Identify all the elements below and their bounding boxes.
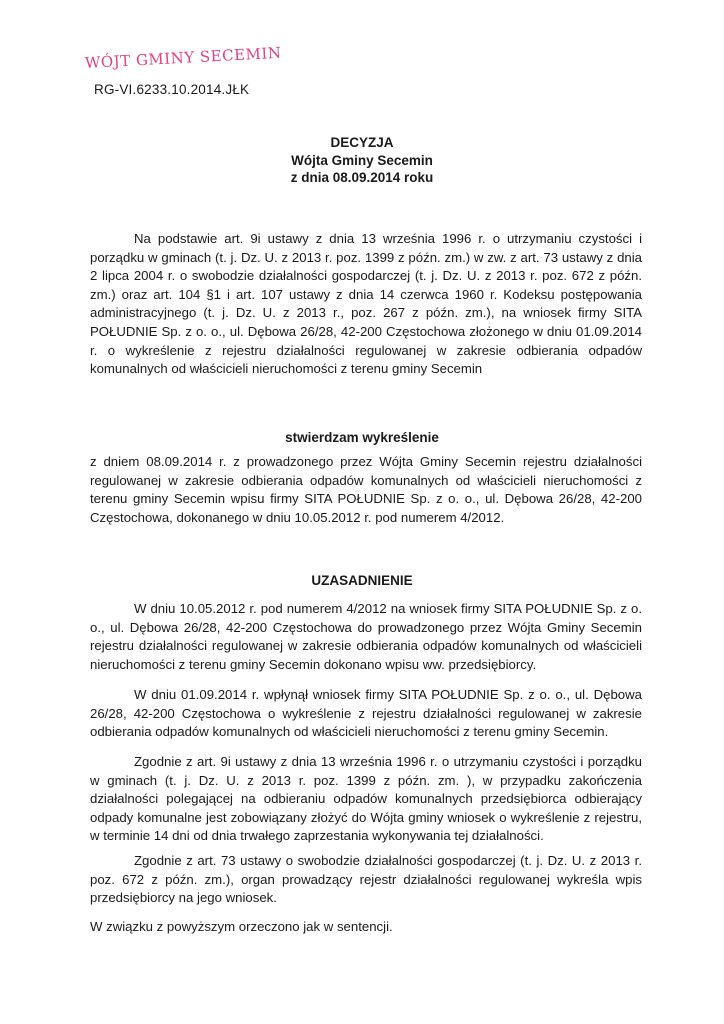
justification-paragraph: Zgodnie z art. 73 ustawy o swobodzie działalności gospodarczej (t. j. Dz. U. z 2013 r. poz. 672 z późn. zm.), organ prowadzący rejestr działalności regulowanej wykreśla wpis przedsiębiorcy na jego wniosek. xyxy=(90,853,642,906)
ruling-heading: stwierdzam wykreślenie xyxy=(285,430,439,445)
justification-paragraph: W dniu 01.09.2014 r. wpłynął wniosek firmy SITA POŁUDNIE Sp. z o. o., ul. Dębowa 26/28, 42-200 Częstochowa o wykreślenie z rejestru działalności regulowanej w zakresie odbierania odpadów komunalnych od właścicieli nieruchomości z terenu gminy Secemin. xyxy=(90,687,642,740)
decision-date: z dnia 08.09.2014 roku xyxy=(290,170,434,185)
conclusion-text: W związku z powyższym orzeczono jak w sentencji. xyxy=(90,919,393,934)
justification-heading: UZASADNIENIE xyxy=(311,573,413,588)
decision-title: DECYZJA xyxy=(330,135,394,150)
justification-paragraph: Zgodnie z art. 9i ustawy z dnia 13 września 1996 r. o utrzymaniu czystości i porządku w gminach (t. j. Dz. U. z 2013 r. poz. 1399 z późn. zm. ), w przypadku zakończenia działalności polegającej na odbieraniu odpadów komunalnych przedsiębiorca odbierający odpady komunalne jest zobowiązany złożyć do Wójta gminy wniosek o wykreślenie z rejestru, w terminie 14 dni od dnia trwałego zaprzestania wykonywania tej działalności. xyxy=(90,754,642,844)
reference-number: RG-VI.6233.10.2014.JŁK xyxy=(94,82,250,97)
office-stamp: WÓJT GMINY SECEMIN xyxy=(84,43,282,72)
legal-basis-paragraph: Na podstawie art. 9i ustawy z dnia 13 września 1996 r. o utrzymaniu czystości i porządku w gminach (t. j. Dz. U. z 2013 r. poz. 1399 z późn. zm.) w zw. z art. 73 ustawy z dnia 2 lipca 2004 r. o swobodzie działalności gospodarczej (t. j. Dz. U. z 2013 r. poz. 672 z późn. zm.) oraz art. 104 §1 i art. 107 ustawy z dnia 14 czerwca 1960 r. Kodeksu postępowania administracyjnego (t. j. Dz. U. z 2013 r., poz. 267 z późn. zm.), na wniosek firmy SITA POŁUDNIE Sp. z o. o., ul. Dębowa 26/28, 42-200 Częstochowa złożonego w dniu 01.09.2014 r. o wykreślenie z rejestru działalności regulowanej w zakresie odbierania odpadów komunalnych od właścicieli nieruchomości z terenu gminy Secemin xyxy=(90,231,642,377)
decision-issuer: Wójta Gminy Secemin xyxy=(291,153,433,168)
ruling-text: z dniem 08.09.2014 r. z prowadzonego przez Wójta Gminy Secemin rejestru działalności regulowanej w zakresie odbierania odpadów komunalnych od właścicieli nieruchomości z terenu gminy Secemin wpisu firmy SITA POŁUDNIE Sp. z o. o., ul. Dębowa 26/28, 42-200 Częstochowa, dokonanego w dniu 10.05.2012 r. pod numerem 4/2012. xyxy=(90,454,642,525)
justification-paragraph: W dniu 10.05.2012 r. pod numerem 4/2012 na wniosek firmy SITA POŁUDNIE Sp. z o. o., ul. Dębowa 26/28, 42-200 Częstochowa do prowadzonego przez Wójta Gminy Secemin rejestru działalności regulowanej w zakresie odbierania odpadów komunalnych od właścicieli nieruchomości z terenu gminy Secemin dokonano wpisu ww. przedsiębiorcy. xyxy=(90,601,642,672)
